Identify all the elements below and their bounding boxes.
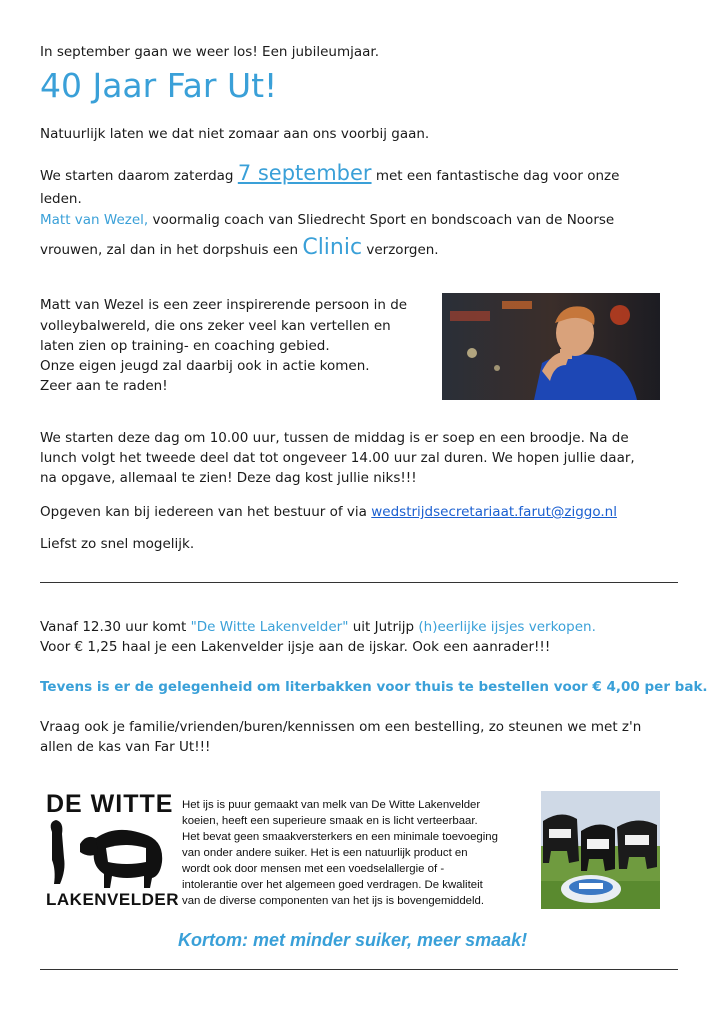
ice-text-3: Het bevat geen smaakversterkers en een minimale toevoeging [182, 831, 498, 843]
intro-line: In september gaan we weer los! Een jubileumjaar. [40, 44, 380, 60]
brand-name: "De Witte Lakenvelder" [190, 619, 349, 635]
bio-line-5: Zeer aan te raden! [40, 378, 168, 394]
ice-text-2: koeien, heeft een superieure smaak en is licht verteerbaar. [182, 815, 478, 827]
clinic-word: Clinic [302, 235, 363, 260]
matt-name: Matt van Wezel, [40, 212, 149, 228]
bio-line-1: Matt van Wezel is een zeer inspirerende persoon in de [40, 297, 408, 313]
schedule-line-3: na opgave, allemaal te zien! Deze dag kost jullie niks!!! [40, 470, 417, 486]
ice-text-4: van onder andere suiker. Het is een natuurlijk product en [182, 847, 468, 859]
asap-line: Liefst zo snel mogelijk. [40, 536, 195, 552]
ice-text-5: wordt ook door mensen met een voedselallergie of - [182, 863, 445, 875]
bio-line-2: volleybalwereld, die ons zeker veel kan vertellen en [40, 318, 391, 334]
bio-line-4: Onze eigen jeugd zal daarbij ook in actie komen. [40, 358, 370, 374]
ice-text-7: van de diverse componenten van het ijs is bovengemiddeld. [182, 895, 485, 907]
coach-photo [442, 293, 660, 400]
natural-line: Natuurlijk laten we dat niet zomaar aan ons voorbij gaan. [40, 126, 430, 142]
signup-prefix: Opgeven kan bij iedereen van het bestuur of via [40, 504, 367, 520]
divider-2 [40, 969, 678, 970]
signup-line [40, 502, 617, 523]
bio-line-3: laten zien op training- en coaching gebied. [40, 338, 330, 354]
icecream-highlight: (h)eerlijke ijsjes verkopen. [418, 619, 596, 635]
schedule-line-2: lunch volgt het tweede deel dat tot ongeveer 14.00 uur zal duren. We hopen jullie daar, [40, 450, 635, 466]
start-prefix: We starten daarom zaterdag [40, 168, 234, 184]
icecream-line [40, 617, 596, 638]
ask-line-2: allen de kas van Far Ut!!! [40, 739, 211, 755]
page-title: 40 Jaar Far Ut! [40, 66, 278, 105]
clinic-suffix: verzorgen. [366, 242, 439, 258]
clinic-prefix: vrouwen, zal dan in het dorpshuis een [40, 242, 299, 258]
matt-rest: voormalig coach van Sliedrecht Sport en bondscoach van de Noorse [152, 212, 615, 228]
ice-text-1: Het ijs is puur gemaakt van melk van De Witte Lakenvelder [182, 799, 481, 811]
clinic-line [40, 237, 439, 261]
icecream-middle: uit Jutrijp [352, 619, 415, 635]
start-line [40, 163, 619, 187]
ice-text-6: intolerantie over het algemeen goed verdragen. De kwaliteit [182, 879, 483, 891]
cows-photo [541, 791, 660, 909]
divider-1 [40, 582, 678, 583]
kortom-slogan: Kortom: met minder suiker, meer smaak! [178, 930, 528, 950]
schedule-line-1: We starten deze dag om 10.00 uur, tussen de middag is er soep en een broodje. Na de [40, 430, 629, 446]
email-link[interactable]: wedstrijdsecretariaat.farut@ziggo.nl [371, 504, 617, 520]
start-line-2: leden. [40, 191, 82, 207]
tubs-line: Tevens is er de gelegenheid om literbakken voor thuis te bestellen voor € 4,00 per bak. [40, 679, 708, 695]
ask-line-1: Vraag ook je familie/vrienden/buren/kennissen om een bestelling, zo steunen we met z'n [40, 719, 642, 735]
icecream-line-2: Voor € 1,25 haal je een Lakenvelder ijsje aan de ijskar. Ook een aanrader!!! [40, 639, 551, 655]
icecream-prefix: Vanaf 12.30 uur komt [40, 619, 187, 635]
logo-bottom-text: LAKENVELDER [46, 890, 180, 909]
logo-top-text: DE WITTE [46, 790, 174, 818]
start-suffix: met een fantastische dag voor onze [375, 168, 620, 184]
matt-line [40, 210, 614, 231]
event-date: 7 september [237, 161, 372, 185]
cow-icon [46, 818, 168, 890]
